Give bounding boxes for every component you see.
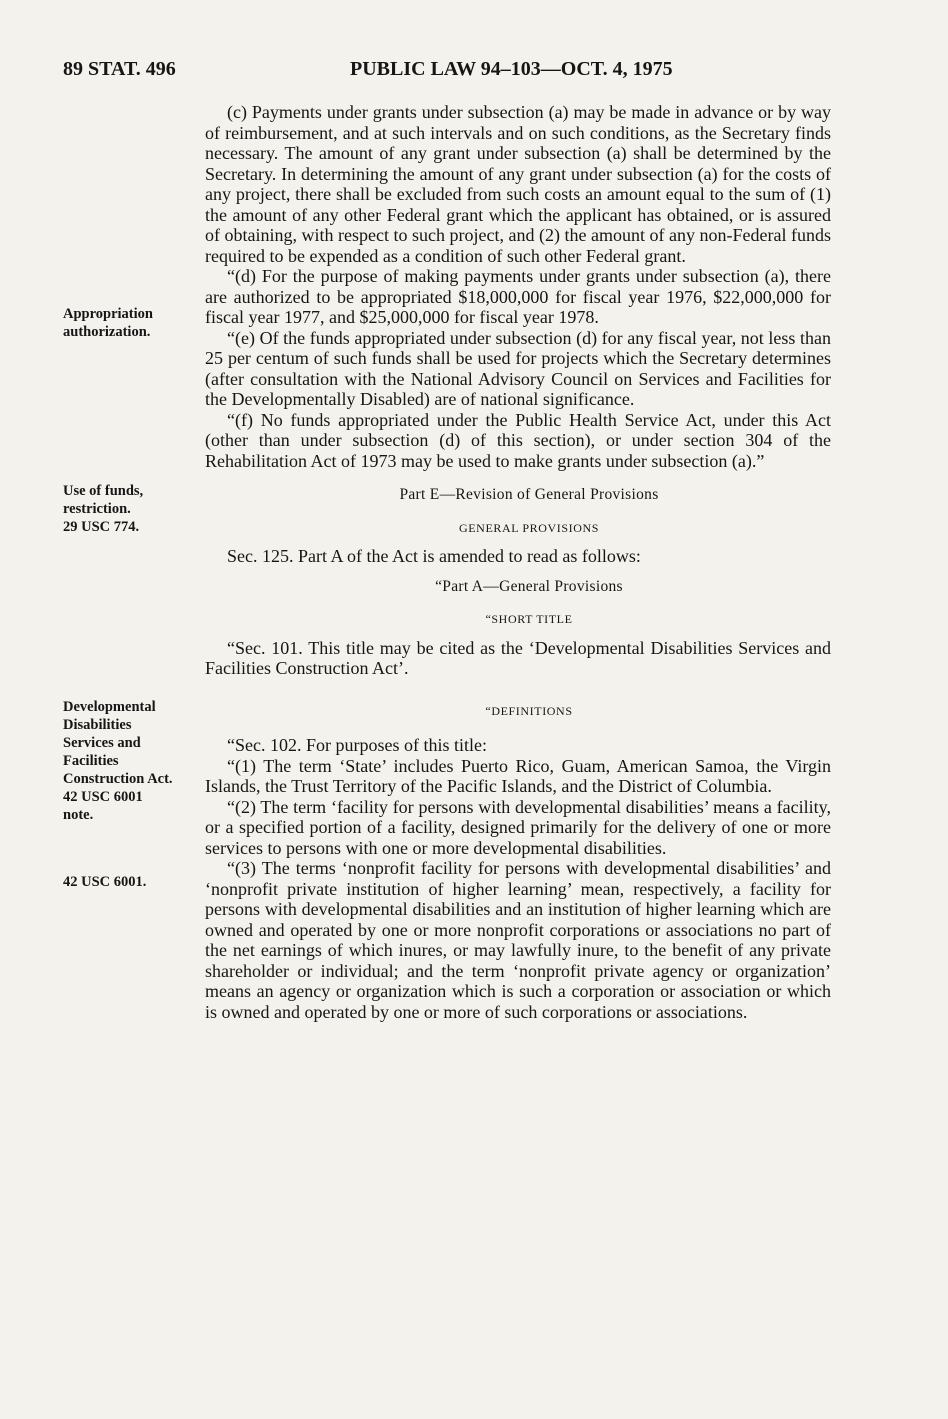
margin-note-developmental: Developmental Disabilities Services and Facilities Construction Act. 42 USC 6001 note. bbox=[63, 699, 173, 823]
definition-3: “(3) The terms ‘nonprofit facility for persons with developmental disabilities’ and ‘nonprofit private institution of higher learning’ mean, respectively, a facility for persons with developmental disabilities and an institution of higher learning which are owned and operated by one or more nonprofit corporations or associations no part of the net earnings of which inures, or may lawfully inure, to the benefit of any private shareholder or individual; and the term ‘nonprofit private agency or organization’ means an agency or organization which is such a corporation or association or which is owned and operated by one or more of such corporations or associations. bbox=[205, 858, 831, 1022]
paragraph-d: “(d) For the purpose of making payments under grants under subsection (a), there are authorized to be appropriated $18,000,000 for fiscal year 1976, $22,000,000 for fiscal year 1977, and $25,000,000 for fiscal year 1978. bbox=[205, 266, 831, 327]
body-text bbox=[205, 102, 831, 1022]
paragraph-e: “(e) Of the funds appropriated under subsection (d) for any fiscal year, not less than 25 per centum of such funds shall be used for projects which the Secretary determines (after consultation with the National Advisory Council on Services and Facilities for the Developmentally Disabled) are of national significance. bbox=[205, 327, 831, 409]
law-title-header: PUBLIC LAW 94–103—OCT. 4, 1975 bbox=[350, 58, 673, 80]
paragraph-f: “(f) No funds appropriated under the Public Health Service Act, under this Act (other than under subsection (d) of this section), or under section 304 of the Rehabilitation Act of 1973 may be used to make grants under subsection (a).” bbox=[205, 409, 831, 471]
paragraph-c: (c) Payments under grants under subsection (a) may be made in advance or by way of reimbursement, and at such intervals and on such conditions, as the Secretary finds necessary. The amount of any grant under subsection (a) shall be determined by the Secretary. In determining the amount of any grant under subsection (a) for the costs of any project, there shall be excluded from such costs an amount equal to the sum of (1) the amount of any other Federal grant which the applicant has obtained, or is assured of obtaining, with respect to such project, and (2) the amount of any non-Federal funds required to be expended as a condition of such other Federal grant. bbox=[205, 102, 831, 266]
section-101: “Sec. 101. This title may be cited as the ‘Developmental Disabilities Services and Facilities Construction Act’. bbox=[205, 637, 831, 678]
section-125: Sec. 125. Part A of the Act is amended to read as follows: bbox=[227, 546, 641, 566]
part-e-heading: Part E—Revision of General Provisions bbox=[399, 486, 659, 503]
margin-note-use-of-funds: Use of funds, restriction. 29 USC 774. bbox=[63, 483, 144, 535]
margin-note-appropriation: Appropriation authorization. bbox=[63, 306, 153, 340]
definitions-heading: “DEFINITIONS bbox=[485, 703, 573, 718]
definition-1: “(1) The term ‘State’ includes Puerto Rico, Guam, American Samoa, the Virgin Islands, the Trust Territory of the Pacific Islands, and the District of Columbia. bbox=[205, 755, 831, 796]
section-102: “Sec. 102. For purposes of this title: bbox=[227, 735, 487, 755]
part-a-heading: “Part A—General Provisions bbox=[435, 577, 623, 595]
general-provisions-heading: GENERAL PROVISIONS bbox=[458, 520, 600, 535]
definition-2: “(2) The term ‘facility for persons with developmental disabilities’ means a facility, or a specified portion of a facility, designed primarily for the delivery of one or more services to persons with one or more developmental disabilities. bbox=[205, 796, 831, 858]
short-title-heading: “SHORT TITLE bbox=[485, 612, 573, 626]
margin-note-definitions-cite: 42 USC 6001. bbox=[63, 874, 147, 890]
statute-page-number: 89 STAT. 496 bbox=[63, 58, 176, 80]
